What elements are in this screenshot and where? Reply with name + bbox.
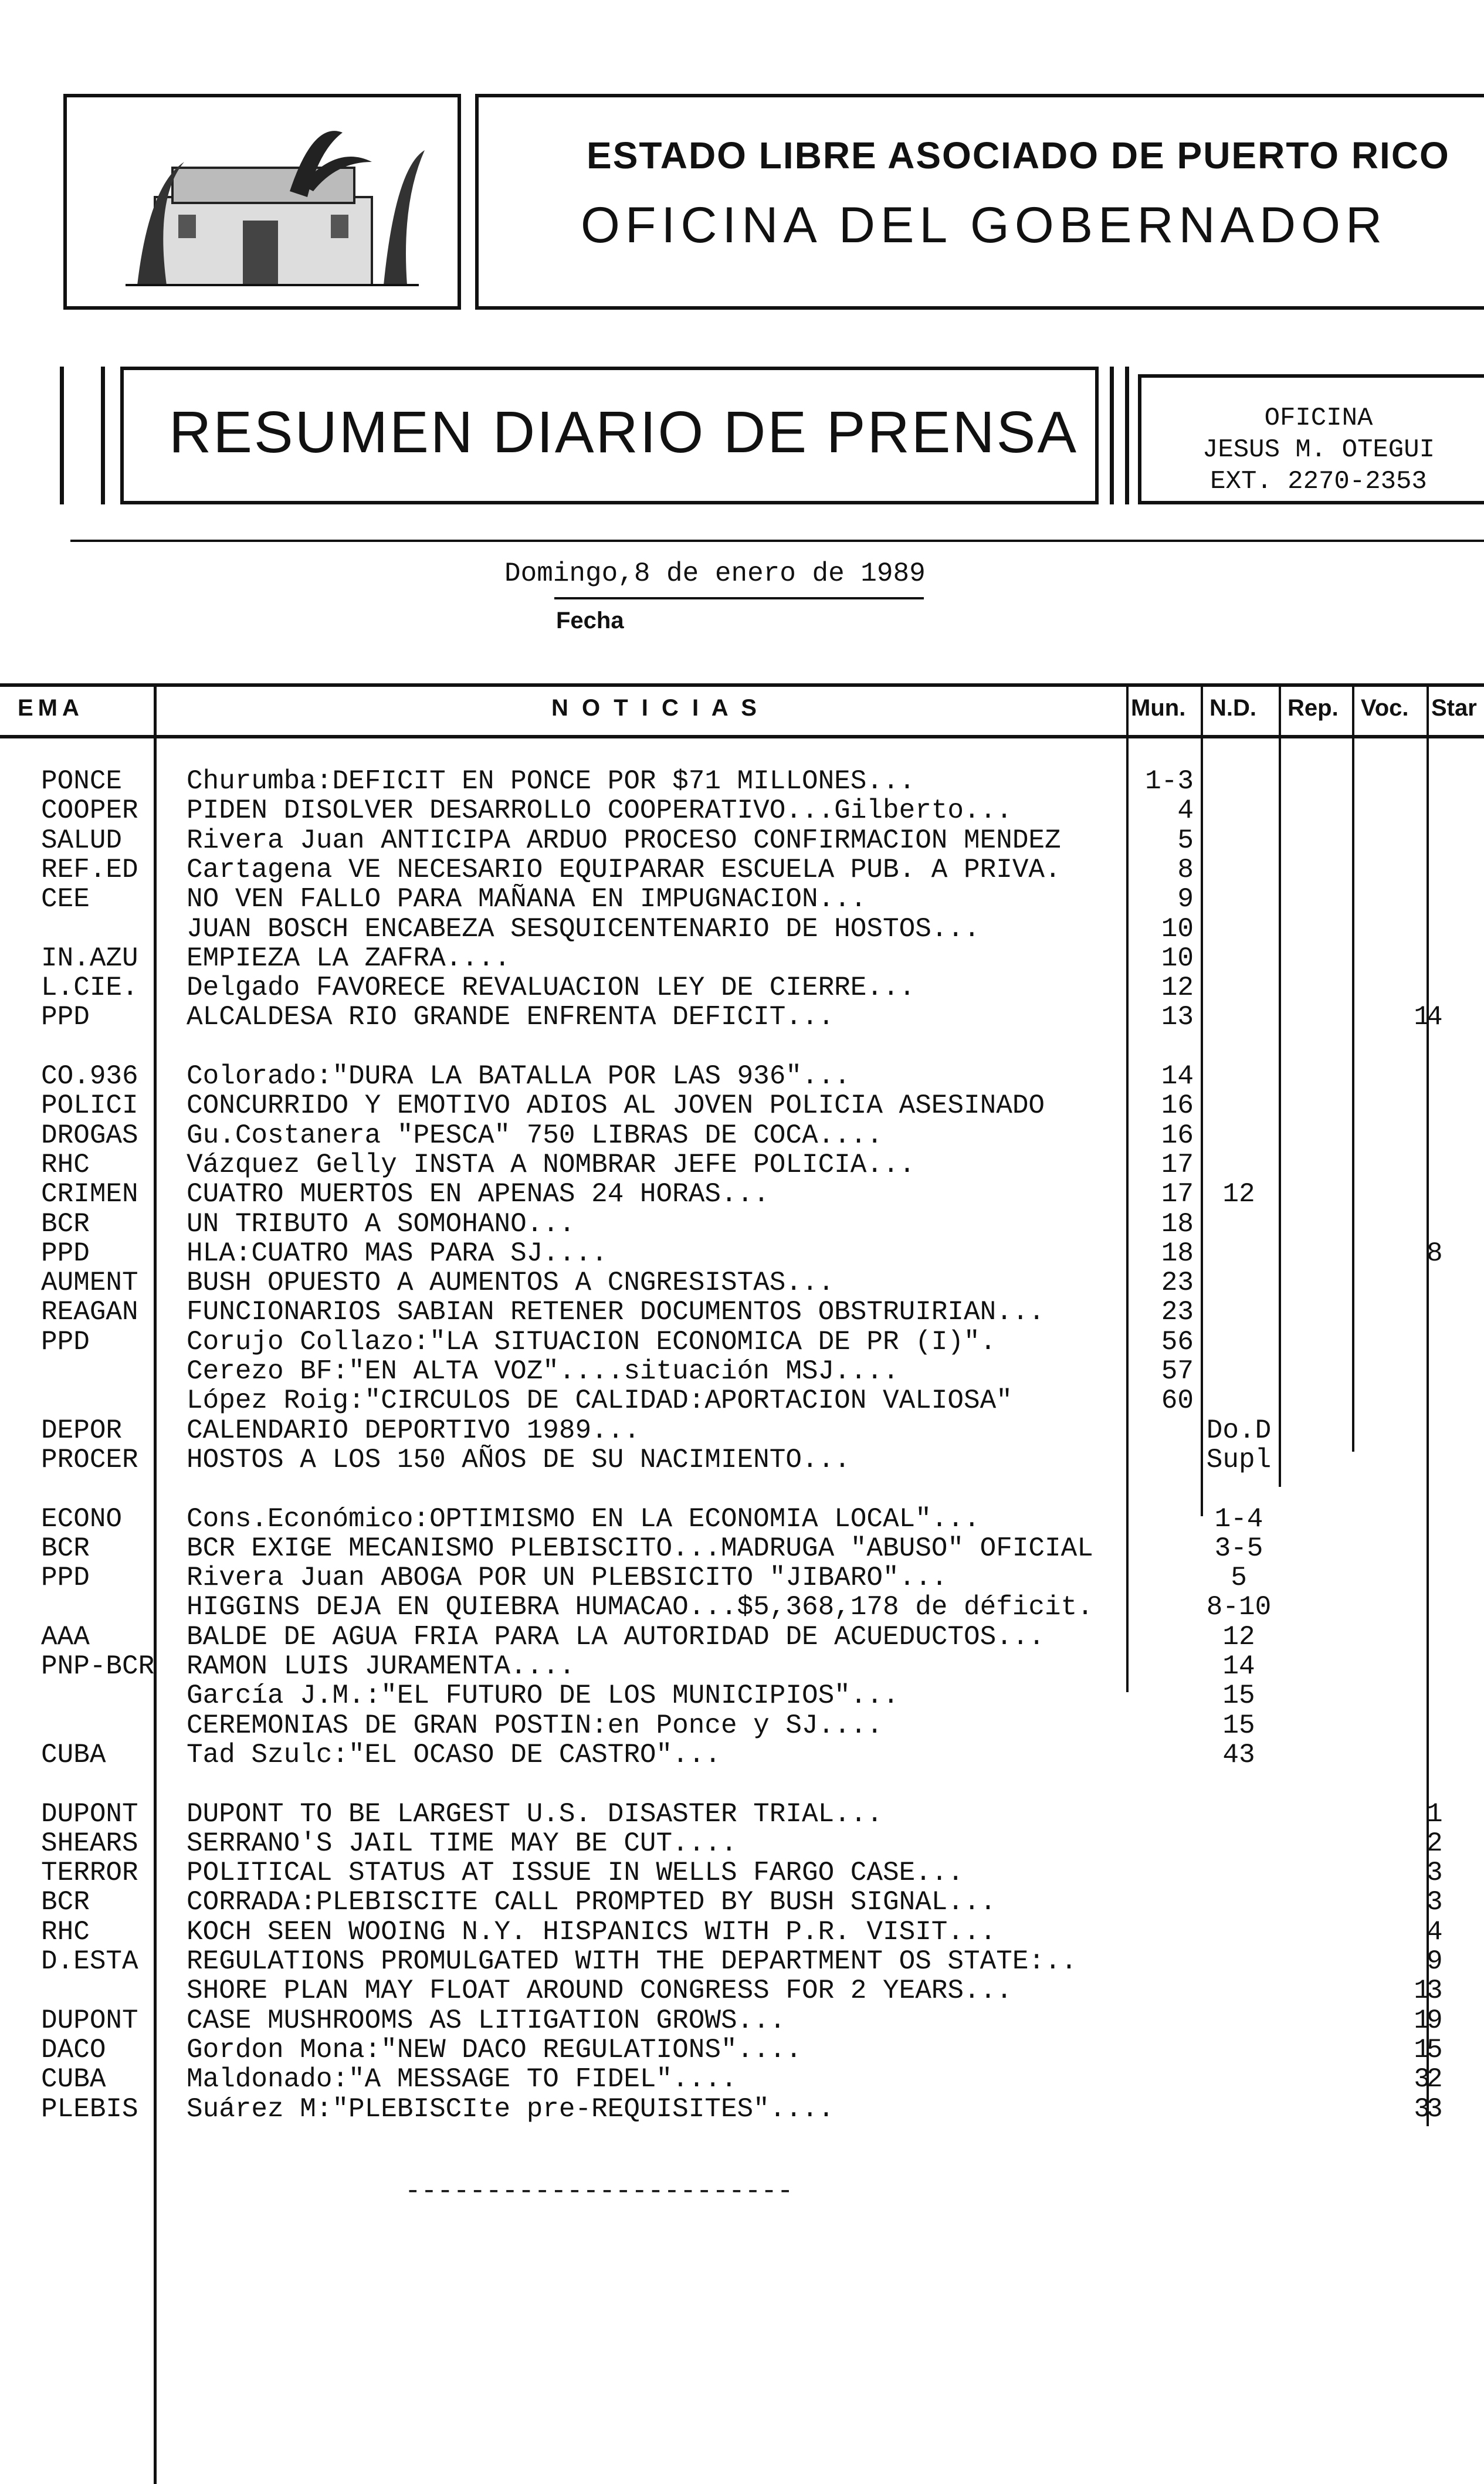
row-mun-page: 16 xyxy=(1161,1090,1194,1121)
row-tema: ECONO xyxy=(41,1504,123,1534)
table-row xyxy=(0,1887,1484,1917)
row-headline: Tad Szulc:"EL OCASO DE CASTRO"... xyxy=(187,1740,721,1770)
row-headline: PIDEN DISOLVER DESARROLLO COOPERATIVO...Gilberto... xyxy=(187,795,1012,826)
row-star-page: 3 xyxy=(1427,1975,1443,2006)
header-office-name: OFICINA DEL GOBERNADOR xyxy=(581,197,1388,253)
row-star-page: 2 xyxy=(1427,1828,1443,1859)
row-headline: Churumba:DEFICIT EN PONCE POR $71 MILLONES... xyxy=(187,766,916,797)
table-row xyxy=(0,1238,1484,1269)
col-nd-header: N.D. xyxy=(1209,695,1256,721)
table-row xyxy=(0,1858,1484,1888)
row-mun-page: 10 xyxy=(1161,914,1194,944)
table-row xyxy=(0,1120,1484,1151)
office-person: JESUS M. OTEGUI xyxy=(1202,435,1435,465)
col-voc-header: Voc. xyxy=(1361,695,1409,721)
table-row xyxy=(0,1651,1484,1682)
row-tema: IN.AZU xyxy=(41,943,138,974)
row-star-page: 9 xyxy=(1427,1946,1443,1977)
row-star-page: 2 xyxy=(1427,2064,1443,2095)
table-top-rule xyxy=(0,683,1484,687)
row-headline: CALENDARIO DEPORTIVO 1989... xyxy=(187,1415,640,1446)
office-extension: EXT. 2270-2353 xyxy=(1210,467,1427,496)
row-tema: BCR xyxy=(41,1533,90,1564)
row-headline: Gu.Costanera "PESCA" 750 LIBRAS DE COCA.... xyxy=(187,1120,883,1151)
row-headline: CORRADA:PLEBISCITE CALL PROMPTED BY BUSH SIGNAL... xyxy=(187,1887,997,1917)
row-mun-page: 10 xyxy=(1161,943,1194,974)
table-row xyxy=(0,1209,1484,1239)
row-mun-page: 1-3 xyxy=(1145,766,1194,797)
row-tema: DROGAS xyxy=(41,1120,138,1151)
row-tema: PLEBIS xyxy=(41,2094,138,2124)
row-tema: RHC xyxy=(41,1150,90,1180)
row-nd-page: 43 xyxy=(1222,1740,1255,1770)
row-mun-page: 13 xyxy=(1161,1002,1194,1032)
row-mun-page: 4 xyxy=(1177,795,1194,826)
row-tema: CUBA xyxy=(41,1740,106,1770)
row-mun-page: 17 xyxy=(1161,1179,1194,1209)
table-row xyxy=(0,1385,1484,1416)
header-state-name: ESTADO LIBRE ASOCIADO DE PUERTO RICO xyxy=(587,134,1450,177)
row-headline: HLA:CUATRO MAS PARA SJ.... xyxy=(187,1238,608,1269)
table-row xyxy=(0,1740,1484,1770)
row-tema: CEE xyxy=(41,884,90,914)
table-row xyxy=(0,1828,1484,1859)
row-voc-page: 1 xyxy=(1414,1002,1430,1032)
row-nd-page: 5 xyxy=(1231,1563,1247,1593)
office-label: OFICINA xyxy=(1264,404,1373,433)
row-tema: REF.ED xyxy=(41,855,138,885)
row-headline: POLITICAL STATUS AT ISSUE IN WELLS FARGO CASE... xyxy=(187,1858,964,1888)
row-star-page: 3 xyxy=(1427,1887,1443,1917)
row-headline: JUAN BOSCH ENCABEZA SESQUICENTENARIO DE HOSTOS... xyxy=(187,914,980,944)
row-headline: Delgado FAVORECE REVALUACION LEY DE CIERRE... xyxy=(187,972,916,1003)
table-row xyxy=(0,1002,1484,1032)
row-headline: SHORE PLAN MAY FLOAT AROUND CONGRESS FOR 2 YEARS... xyxy=(187,1975,1012,2006)
row-headline: HOSTOS A LOS 150 AÑOS DE SU NACIMIENTO... xyxy=(187,1445,851,1475)
table-row xyxy=(0,1297,1484,1327)
col-star-header: Star xyxy=(1431,695,1477,721)
row-tema: POLICI xyxy=(41,1090,138,1121)
table-row xyxy=(0,795,1484,826)
row-headline: Maldonado:"A MESSAGE TO FIDEL".... xyxy=(187,2064,737,2095)
table-row xyxy=(0,1799,1484,1829)
row-nd-page: 3-5 xyxy=(1214,1533,1263,1564)
row-voc-page: 3 xyxy=(1414,2064,1430,2095)
table-row xyxy=(0,2094,1484,2124)
row-tema: SHEARS xyxy=(41,1828,138,1859)
banner-rule-left xyxy=(60,367,64,504)
row-tema: PNP-BCR xyxy=(41,1651,155,1682)
end-of-list-rule: ------------------------ xyxy=(405,2176,794,2207)
row-tema: DEPOR xyxy=(41,1415,123,1446)
row-headline: HIGGINS DEJA EN QUIEBRA HUMACAO...$5,368,178 de déficit. xyxy=(187,1592,1093,1622)
row-mun-page: 8 xyxy=(1177,855,1194,885)
row-headline: Gordon Mona:"NEW DACO REGULATIONS".... xyxy=(187,2035,802,2065)
building-logo-icon xyxy=(67,97,458,306)
row-headline: CEREMONIAS DE GRAN POSTIN:en Ponce y SJ.... xyxy=(187,1710,883,1741)
row-tema: BCR xyxy=(41,1887,90,1917)
row-headline: FUNCIONARIOS SABIAN RETENER DOCUMENTOS OBSTRUIRIAN... xyxy=(187,1297,1045,1327)
table-row xyxy=(0,1504,1484,1534)
table-row xyxy=(0,1415,1484,1446)
col-noticias-header: N O T I C I A S xyxy=(551,695,760,721)
col-rep-header: Rep. xyxy=(1288,695,1339,721)
row-tema: SALUD xyxy=(41,825,123,856)
row-headline: López Roig:"CIRCULOS DE CALIDAD:APORTACION VALIOSA" xyxy=(187,1385,1012,1416)
row-star-page: 1 xyxy=(1427,1799,1443,1829)
row-star-page: 4 xyxy=(1427,1002,1443,1032)
row-mun-page: 23 xyxy=(1161,1268,1194,1298)
row-mun-page: 9 xyxy=(1177,884,1194,914)
row-mun-page: 17 xyxy=(1161,1150,1194,1180)
table-row xyxy=(0,884,1484,914)
table-row xyxy=(0,825,1484,856)
row-mun-page: 14 xyxy=(1161,1061,1194,1092)
row-mun-page: 18 xyxy=(1161,1238,1194,1269)
row-nd-page: 12 xyxy=(1222,1179,1255,1209)
row-mun-page: 5 xyxy=(1177,825,1194,856)
row-mun-page: 60 xyxy=(1161,1385,1194,1416)
table-row xyxy=(0,2064,1484,2095)
row-voc-page: 3 xyxy=(1414,2094,1430,2124)
row-star-page: 4 xyxy=(1427,1917,1443,1947)
table-row xyxy=(0,1533,1484,1564)
seal-logo-box xyxy=(63,94,461,310)
row-mun-page: 23 xyxy=(1161,1297,1194,1327)
row-headline: NO VEN FALLO PARA MAÑANA EN IMPUGNACION... xyxy=(187,884,867,914)
row-headline: CONCURRIDO Y EMOTIVO ADIOS AL JOVEN POLICIA ASESINADO xyxy=(187,1090,1045,1121)
row-voc-page: 1 xyxy=(1414,2005,1430,2036)
table-row xyxy=(0,2035,1484,2065)
table-row xyxy=(0,1622,1484,1652)
row-tema: D.ESTA xyxy=(41,1946,138,1977)
row-headline: Corujo Collazo:"LA SITUACION ECONOMICA DE PR (I)". xyxy=(187,1327,997,1357)
row-star-page: 5 xyxy=(1427,2035,1443,2065)
table-row xyxy=(0,1061,1484,1092)
row-tema: AAA xyxy=(41,1622,90,1652)
office-contact-box xyxy=(1138,374,1484,504)
row-headline: Vázquez Gelly INSTA A NOMBRAR JEFE POLICIA... xyxy=(187,1150,916,1180)
row-headline: UN TRIBUTO A SOMOHANO... xyxy=(187,1209,575,1239)
row-tema: PONCE xyxy=(41,766,123,797)
row-tema: COOPER xyxy=(41,795,138,826)
row-star-page: 3 xyxy=(1427,2094,1443,2124)
table-row xyxy=(0,1356,1484,1387)
row-headline: CUATRO MUERTOS EN APENAS 24 HORAS... xyxy=(187,1179,770,1209)
row-nd-page: Supl xyxy=(1206,1445,1272,1475)
row-tema: TERROR xyxy=(41,1858,138,1888)
row-mun-page: 18 xyxy=(1161,1209,1194,1239)
table-row xyxy=(0,1474,1484,1504)
row-tema: REAGAN xyxy=(41,1297,138,1327)
table-row xyxy=(0,1975,1484,2006)
table-row xyxy=(0,855,1484,885)
table-row xyxy=(0,1090,1484,1121)
row-headline: Cons.Económico:OPTIMISMO EN LA ECONOMIA LOCAL"... xyxy=(187,1504,980,1534)
banner-rule-left-2 xyxy=(101,367,105,504)
row-star-page: 8 xyxy=(1427,1238,1443,1269)
row-tema: PPD xyxy=(41,1002,90,1032)
row-headline: EMPIEZA LA ZAFRA.... xyxy=(187,943,511,974)
row-tema: AUMENT xyxy=(41,1268,138,1298)
table-row xyxy=(0,1327,1484,1357)
col-tema-header: EMA xyxy=(18,695,84,721)
table-row xyxy=(0,1769,1484,1800)
col-mun-header: Mun. xyxy=(1131,695,1186,721)
row-headline: Cerezo BF:"EN ALTA VOZ"....situación MSJ.... xyxy=(187,1356,899,1387)
table-row xyxy=(0,943,1484,974)
row-tema: BCR xyxy=(41,1209,90,1239)
banner-rule-right-2 xyxy=(1125,367,1129,504)
table-row xyxy=(0,972,1484,1003)
row-nd-page: 8-10 xyxy=(1206,1592,1272,1622)
row-tema: DACO xyxy=(41,2035,106,2065)
row-tema: PPD xyxy=(41,1238,90,1269)
row-mun-page: 16 xyxy=(1161,1120,1194,1151)
row-headline: SERRANO'S JAIL TIME MAY BE CUT.... xyxy=(187,1828,737,1859)
row-tema: CUBA xyxy=(41,2064,106,2095)
row-voc-page: 1 xyxy=(1414,1975,1430,2006)
table-row xyxy=(0,1032,1484,1062)
banner-rule-right xyxy=(1110,367,1114,504)
row-headline: KOCH SEEN WOOING N.Y. HISPANICS WITH P.R. VISIT... xyxy=(187,1917,997,1947)
date-underline xyxy=(554,597,924,599)
table-header-rule xyxy=(0,735,1484,738)
row-headline: DUPONT TO BE LARGEST U.S. DISASTER TRIAL... xyxy=(187,1799,883,1829)
table-row xyxy=(0,1445,1484,1475)
table-row xyxy=(0,1917,1484,1947)
table-row xyxy=(0,2005,1484,2036)
table-row xyxy=(0,1179,1484,1209)
row-mun-page: 56 xyxy=(1161,1327,1194,1357)
row-headline: RAMON LUIS JURAMENTA.... xyxy=(187,1651,575,1682)
row-tema: PPD xyxy=(41,1563,90,1593)
row-tema: DUPONT xyxy=(41,1799,138,1829)
row-mun-page: 57 xyxy=(1161,1356,1194,1387)
row-tema: PPD xyxy=(41,1327,90,1357)
table-row xyxy=(0,1150,1484,1180)
row-headline: BUSH OPUESTO A AUMENTOS A CNGRESISTAS... xyxy=(187,1268,835,1298)
row-headline: Colorado:"DURA LA BATALLA POR LAS 936"... xyxy=(187,1061,851,1092)
row-tema: RHC xyxy=(41,1917,90,1947)
row-tema: DUPONT xyxy=(41,2005,138,2036)
row-headline: ALCALDESA RIO GRANDE ENFRENTA DEFICIT... xyxy=(187,1002,835,1032)
row-tema: L.CIE. xyxy=(41,972,138,1003)
row-headline: García J.M.:"EL FUTURO DE LOS MUNICIPIOS"... xyxy=(187,1680,899,1711)
table-row xyxy=(0,914,1484,944)
row-tema: CO.936 xyxy=(41,1061,138,1092)
header-separator xyxy=(70,540,1484,542)
date-label: Fecha xyxy=(556,608,624,633)
row-nd-page: Do.D xyxy=(1206,1415,1272,1446)
row-tema: PROCER xyxy=(41,1445,138,1475)
row-nd-page: 12 xyxy=(1222,1622,1255,1652)
report-date: Domingo,8 de enero de 1989 xyxy=(504,558,926,589)
row-headline: CASE MUSHROOMS AS LITIGATION GROWS... xyxy=(187,2005,786,2036)
banner-title: RESUMEN DIARIO DE PRENSA xyxy=(169,399,1079,465)
row-headline: BCR EXIGE MECANISMO PLEBISCITO...MADRUGA "ABUSO" OFICIAL xyxy=(187,1533,1093,1564)
table-row xyxy=(0,766,1484,797)
table-row xyxy=(0,1946,1484,1977)
row-star-page: 9 xyxy=(1427,2005,1443,2036)
table-row xyxy=(0,1680,1484,1711)
row-headline: Cartagena VE NECESARIO EQUIPARAR ESCUELA PUB. A PRIVA. xyxy=(187,855,1061,885)
table-row xyxy=(0,1268,1484,1298)
row-nd-page: 15 xyxy=(1222,1710,1255,1741)
row-tema: CRIMEN xyxy=(41,1179,138,1209)
table-row xyxy=(0,1710,1484,1741)
row-nd-page: 15 xyxy=(1222,1680,1255,1711)
row-headline: Rivera Juan ANTICIPA ARDUO PROCESO CONFIRMACION MENDEZ xyxy=(187,825,1061,856)
row-headline: Rivera Juan ABOGA POR UN PLEBSICITO "JIBARO"... xyxy=(187,1563,948,1593)
row-headline: Suárez M:"PLEBISCIte pre-REQUISITES".... xyxy=(187,2094,835,2124)
row-nd-page: 14 xyxy=(1222,1651,1255,1682)
table-row xyxy=(0,1592,1484,1622)
row-voc-page: 1 xyxy=(1414,2035,1430,2065)
row-headline: REGULATIONS PROMULGATED WITH THE DEPARTMENT OS STATE:.. xyxy=(187,1946,1078,1977)
row-star-page: 3 xyxy=(1427,1858,1443,1888)
row-mun-page: 12 xyxy=(1161,972,1194,1003)
table-row xyxy=(0,1563,1484,1593)
row-nd-page: 1-4 xyxy=(1214,1504,1263,1534)
row-headline: BALDE DE AGUA FRIA PARA LA AUTORIDAD DE ACUEDUCTOS... xyxy=(187,1622,1045,1652)
